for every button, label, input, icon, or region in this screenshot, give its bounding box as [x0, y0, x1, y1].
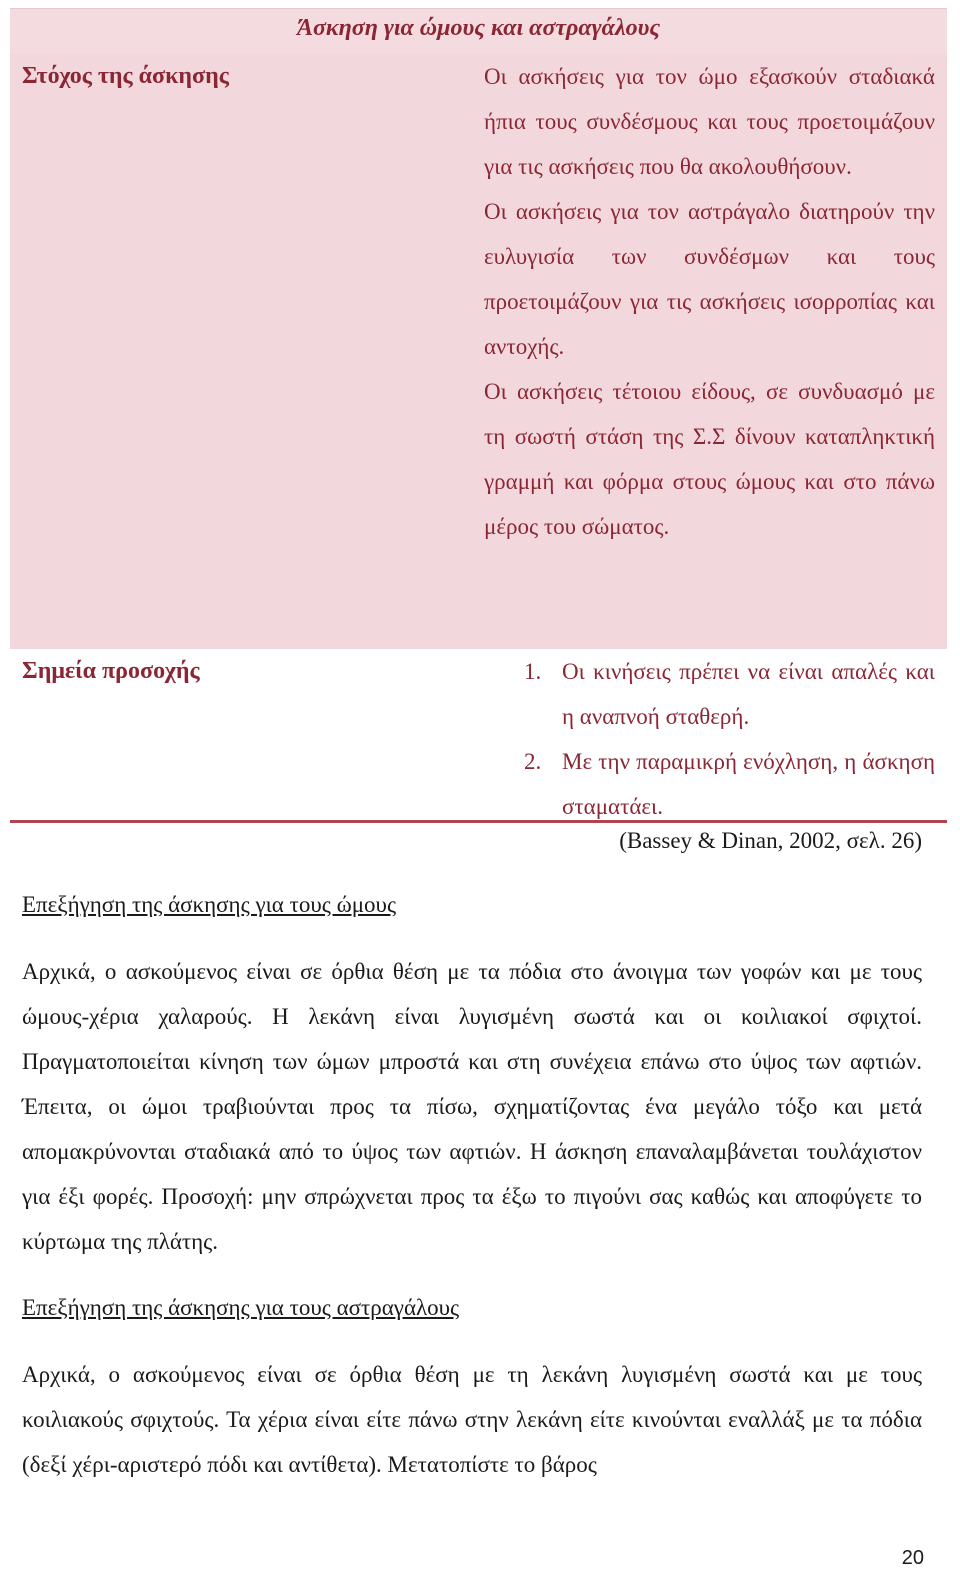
section-heading-shoulders: Επεξήγηση της άσκησης για τους ώμους: [22, 892, 397, 917]
attention-list: [484, 649, 935, 829]
table-row-goal: [10, 54, 947, 649]
attention-label: Σημεία προσοχής: [22, 658, 200, 684]
table-row-attention: [10, 649, 947, 829]
list-item: [484, 649, 935, 739]
citation: (Bassey & Dinan, 2002, σελ. 26): [619, 828, 922, 853]
exercise-table: [10, 9, 947, 829]
list-item-number: 1.: [524, 659, 542, 684]
table-title-row: [10, 9, 947, 54]
section-body-ankles: Αρχικά, ο ασκούμενος είναι σε όρθια θέση με τη λεκάνη λυγισμένη σωστά και με τους κοιλιακούς σφιχτούς. Τα χέρια είναι είτε πάνω στην λεκάνη είτε κινούνται εναλλάξ με τα πόδια (δεξί χέρι-αριστερό πόδι και αντίθετα). Μετατοπίστε το βάρος: [22, 1362, 922, 1477]
section-body-shoulders: Αρχικά, ο ασκούμενος είναι σε όρθια θέση με τα πόδια στο άνοιγμα των γοφών και με τους ώμους-χέρια χαλαρούς. Η λεκάνη είναι λυγισμένη σωστά και οι κοιλιακοί σφιχτοί. Πραγματοποιείται κίνηση των ώμων μπροστά και στη συνέχεια επάνω στο ύψος των αφτιών. Έπειτα, οι ώμοι τραβιούνται προς τα πίσω, σχηματίζοντας ένα μεγάλο τόξο και μετά απομακρύνονται σταδιακά από το ύψος των αφτιών. Η άσκηση επαναλαμβάνεται τουλάχιστον για έξι φορές. Προσοχή: μην σπρώχνεται προς τα έξω το πιγούνι σας καθώς και αποφύγετε το κύρτωμα της πλάτης.: [22, 959, 922, 1254]
goal-label: Στόχος της άσκησης: [22, 63, 229, 89]
goal-paragraph-ankle: Οι ασκήσεις για τον αστράγαλο διατηρούν την ευλυγισία των συνδέσμων και τους προετοιμάζουν για τις ασκήσεις ισορροπίας και αντοχής.: [484, 199, 935, 359]
goal-paragraph-posture: Οι ασκήσεις τέτοιου είδους, σε συνδυασμό με τη σωστή στάση της Σ.Σ δίνουν καταπληκτική γραμμή και φόρμα στους ώμους και στο πάνω μέρος του σώματος.: [484, 379, 935, 539]
goal-label-cell: [10, 54, 473, 649]
attention-content-cell: [473, 649, 947, 829]
table-title: Άσκηση για ώμους και αστραγάλους: [296, 15, 661, 41]
list-item-number: 2.: [524, 749, 542, 774]
list-item-text: Με την παραμικρή ενόχληση, η άσκηση σταματάει.: [562, 749, 935, 819]
section-heading-ankles: Επεξήγηση της άσκησης για τους αστραγάλους: [22, 1295, 460, 1320]
page-number: 20: [901, 1547, 924, 1569]
goal-content-cell: [473, 54, 947, 649]
attention-label-cell: [10, 649, 473, 829]
list-item: [484, 739, 935, 829]
list-item-text: Οι κινήσεις πρέπει να είναι απαλές και η αναπνοή σταθερή.: [562, 659, 935, 729]
goal-paragraph-shoulder: Οι ασκήσεις για τον ώμο εξασκούν σταδιακά ήπια τους συνδέσμους και τους προετοιμάζουν για τις ασκήσεις που θα ακολουθήσουν.: [484, 64, 935, 179]
